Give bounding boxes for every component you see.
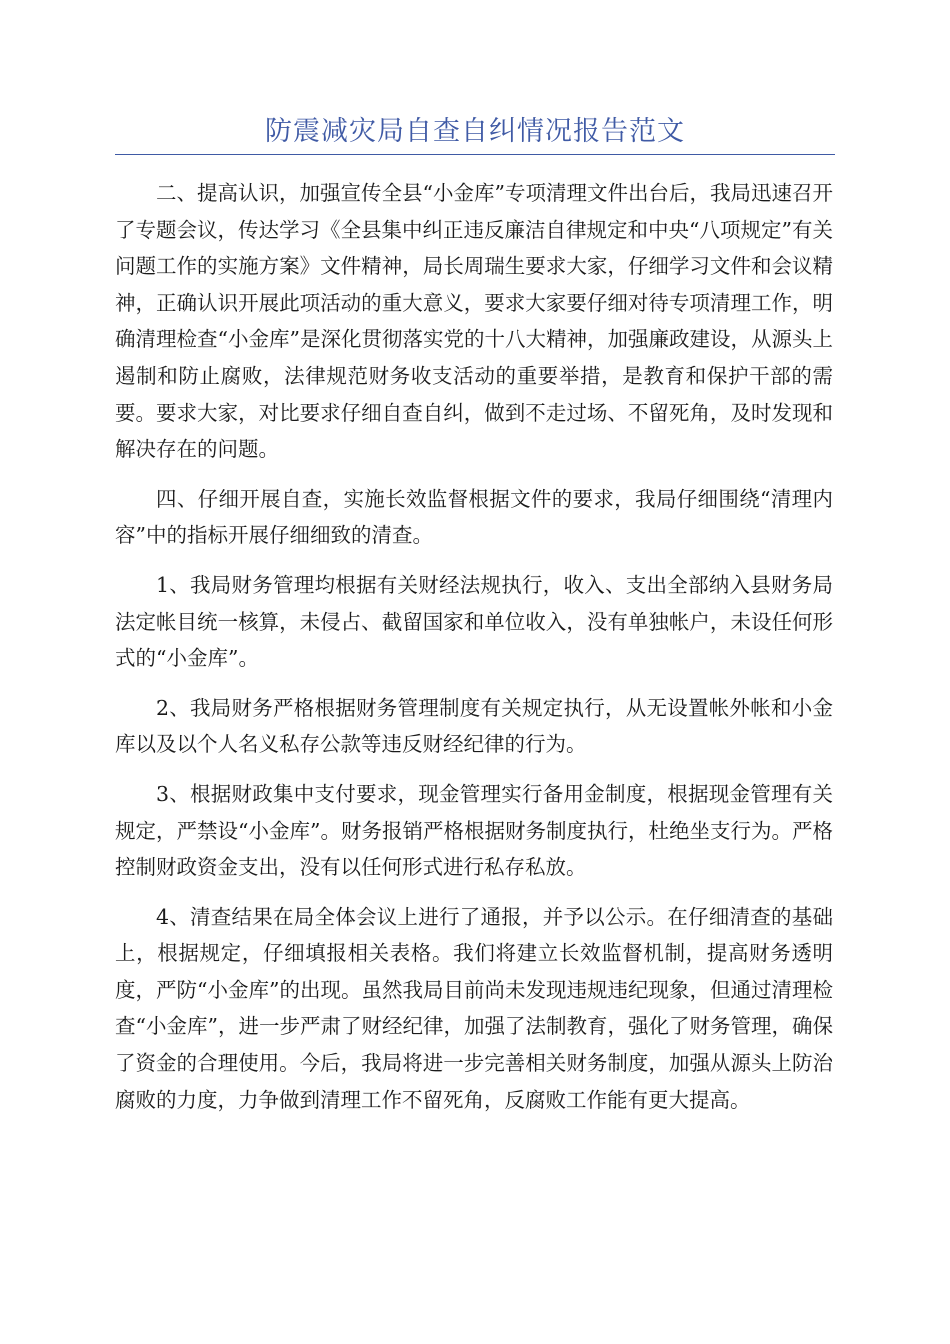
title-underline [115, 154, 835, 155]
paragraph-self-inspection: 四、仔细开展自查，实施长效监督根据文件的要求，我局仔细围绕“清理内容”中的指标开展仔细细致的清查。 [115, 486, 833, 548]
document-title: 防震减灾局自查自纠情况报告范文 [265, 116, 685, 147]
paragraph-item-2: 2、我局财务严格根据财务管理制度有关规定执行，从无设置帐外帐和小金库以及以个人名义私存公款等违反财经纪律的行为。 [115, 695, 833, 757]
paragraph-item-3: 3、根据财政集中支付要求，现金管理实行备用金制度，根据现金管理有关规定，严禁设“小金库”。财务报销严格根据财务制度执行，杜绝坐支行为。严格控制财政资金支出，没有以任何形式进行私存私放。 [115, 781, 833, 880]
document-body [115, 175, 833, 1131]
paragraph-item-1: 1、我局财务管理均根据有关财经法规执行，收入、支出全部纳入县财务局法定帐目统一核算，未侵占、截留国家和单位收入，没有单独帐户，未设任何形式的“小金库”。 [115, 572, 833, 671]
paragraph-item-4: 4、清查结果在局全体会议上进行了通报，并予以公示。在仔细清查的基础上，根据规定，仔细填报相关表格。我们将建立长效监督机制，提高财务透明度，严防“小金库”的出现。虽然我局目前尚未发现违规违纪现象，但通过清理检查“小金库”，进一步严肃了财经纪律，加强了法制教育，强化了财务管理，确保了资金的合理使用。今后，我局将进一步完善相关财务制度，加强从源头上防治腐败的力度，力争做到清理工作不留死角，反腐败工作能有更大提高。 [115, 904, 833, 1112]
paragraph-raise-awareness: 二、提高认识，加强宣传全县“小金库”专项清理文件出台后，我局迅速召开了专题会议，传达学习《全县集中纠正违反廉洁自律规定和中央“八项规定”有关问题工作的实施方案》文件精神，局长周瑞生要求大家，仔细学习文件和会议精神，正确认识开展此项活动的重大意义，要求大家要仔细对待专项清理工作，明确清理检查“小金库”是深化贯彻落实党的十八大精神，加强廉政建设，从源头上遏制和防止腐败，法律规范财务收支活动的重要举措，是教育和保护干部的需要。要求大家，对比要求仔细自查自纠，做到不走过场、不留死角，及时发现和解决存在的问题。 [115, 181, 833, 462]
